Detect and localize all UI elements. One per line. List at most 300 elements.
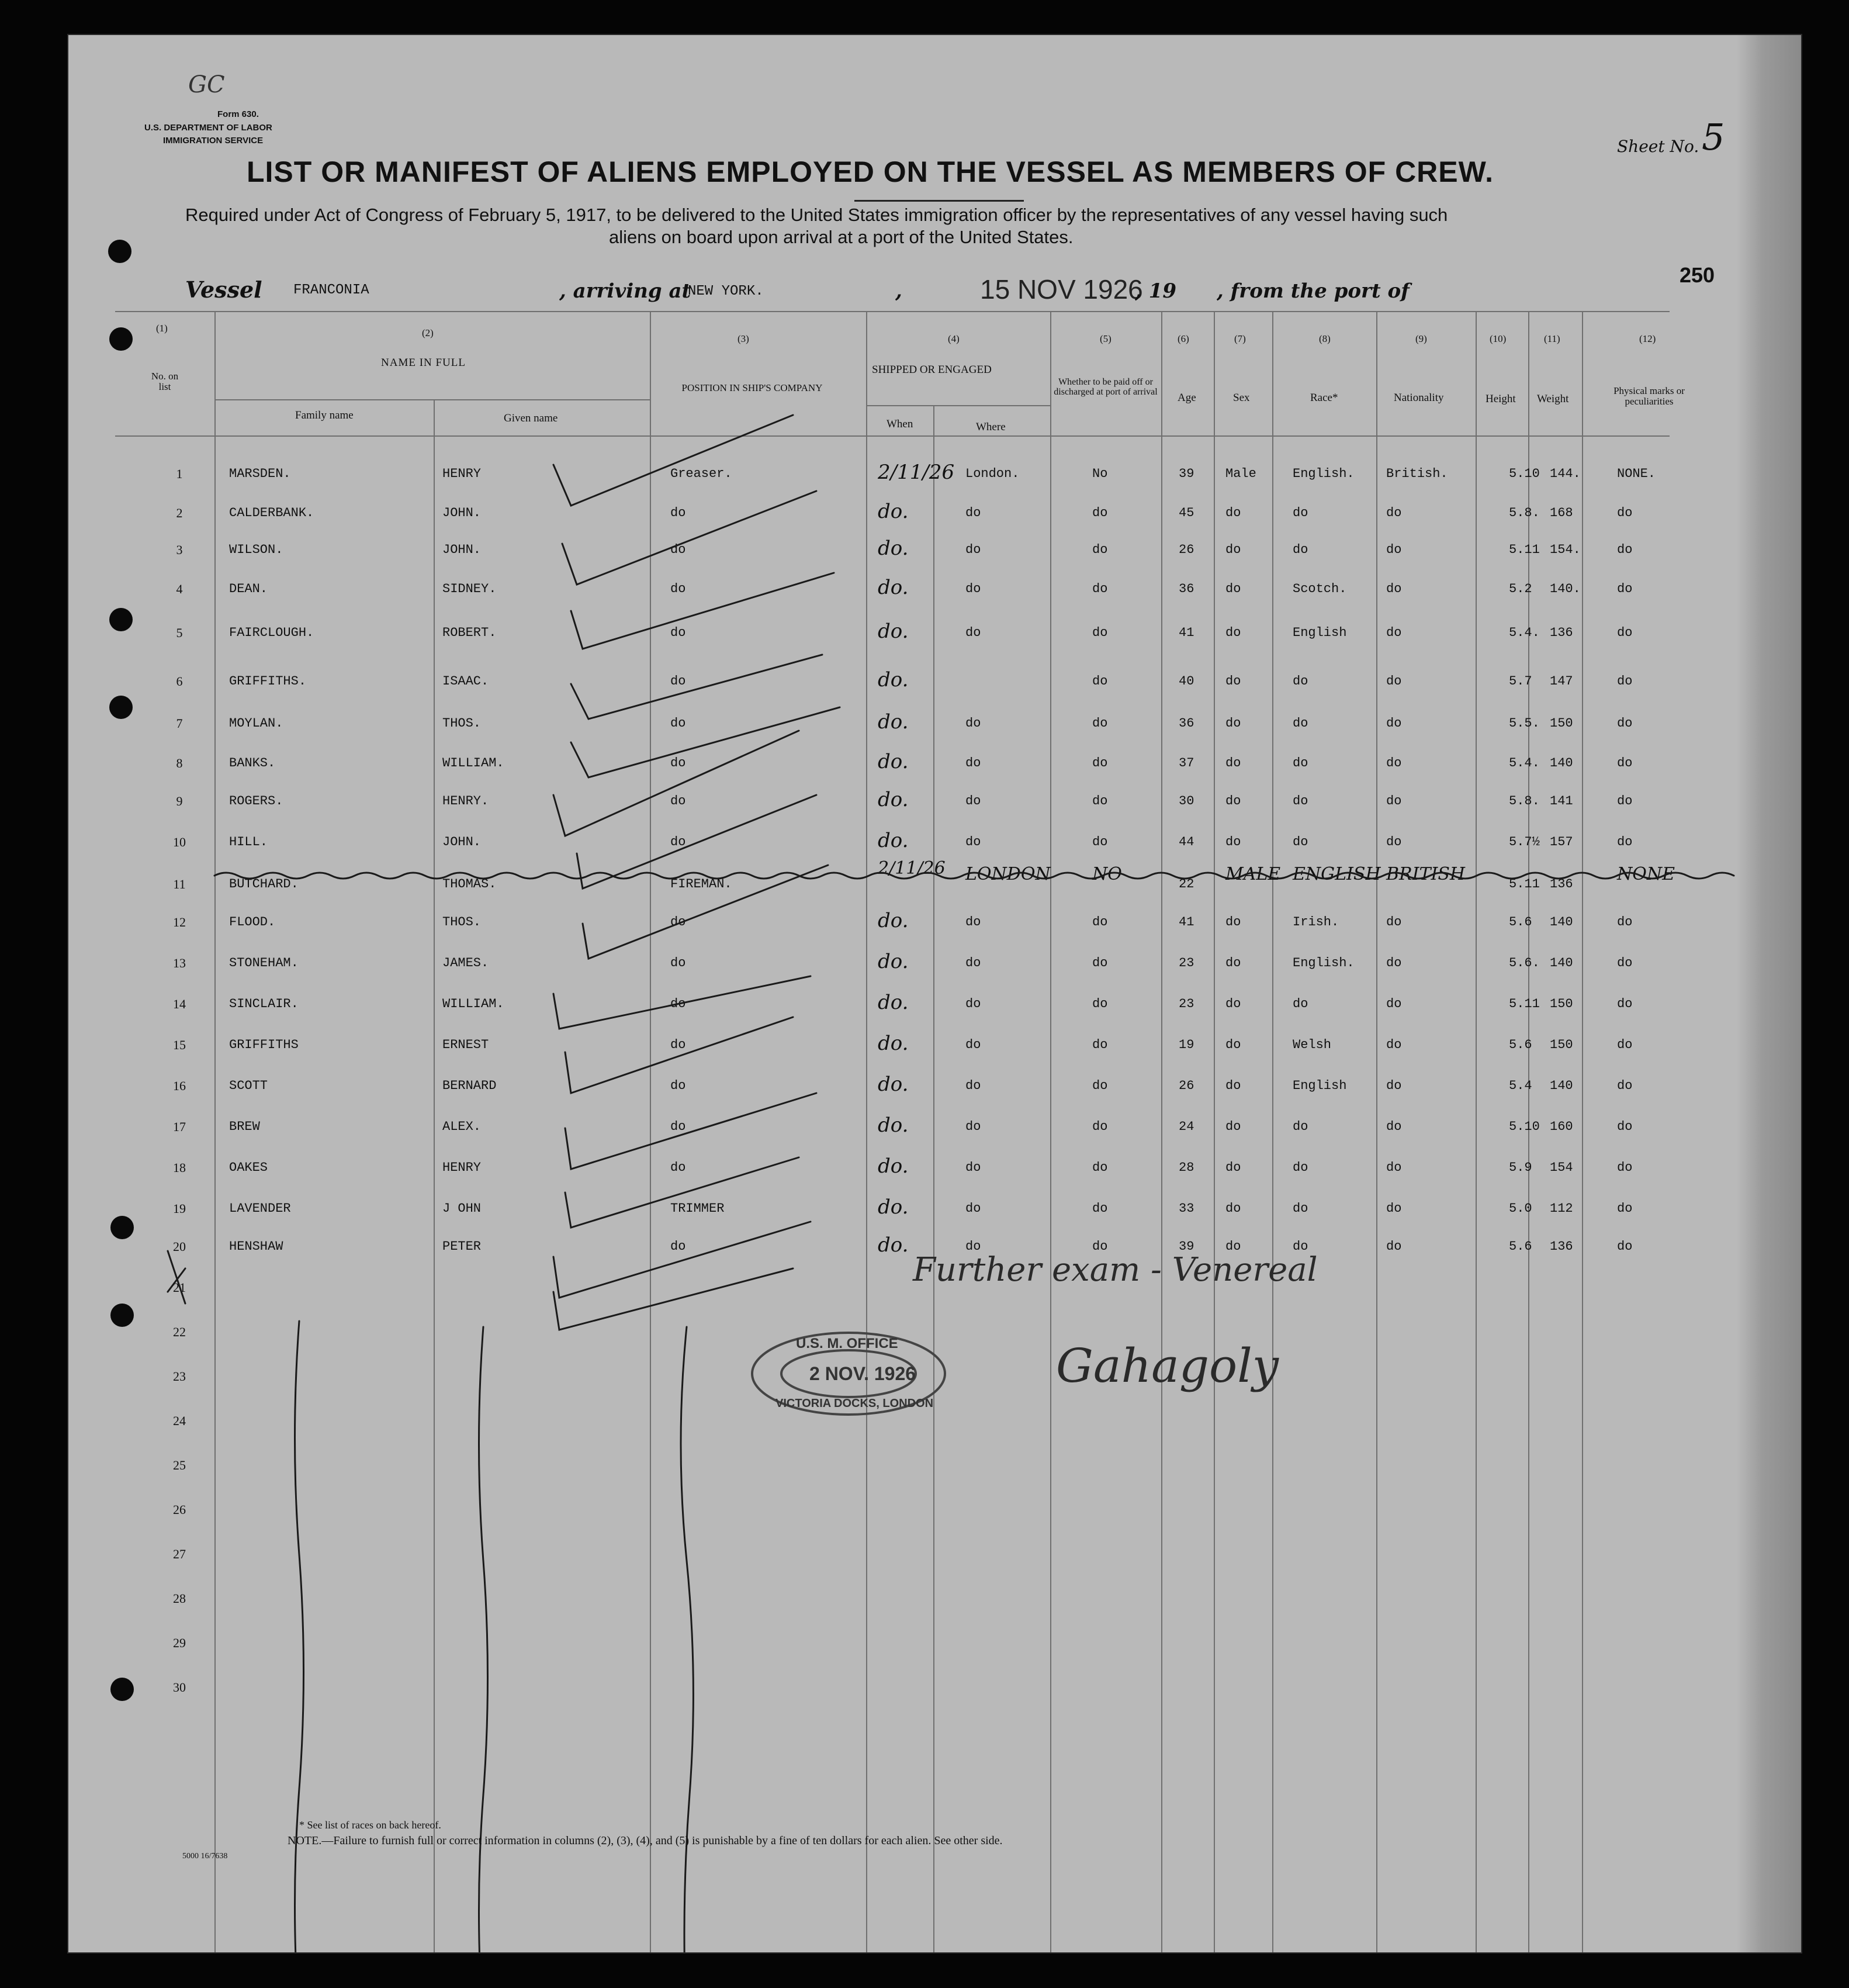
nationality: do <box>1386 794 1402 808</box>
nationality: do <box>1386 915 1402 929</box>
family-name: ROGERS. <box>229 794 283 808</box>
shipped-where: do <box>965 997 981 1011</box>
col-header-where: Where <box>976 421 1006 433</box>
nationality: do <box>1386 1119 1402 1134</box>
col-num: (2) <box>422 327 434 338</box>
physical-marks: do <box>1617 1119 1633 1134</box>
race: do <box>1293 1239 1308 1254</box>
family-name: FAIRCLOUGH. <box>229 625 314 640</box>
paid-off: do <box>1092 756 1108 770</box>
strike-line <box>214 873 1734 879</box>
weight: 140 <box>1550 915 1573 929</box>
position: TRIMMER <box>670 1201 725 1216</box>
sex: do <box>1225 716 1241 731</box>
position: do <box>670 1160 686 1175</box>
shipped-where: do <box>965 1078 981 1093</box>
col-num: (11) <box>1544 333 1560 344</box>
shipped-when: do. <box>878 1073 909 1096</box>
check-mark <box>571 573 834 649</box>
given-name: WILLIAM. <box>442 756 504 770</box>
nationality: do <box>1386 1239 1402 1254</box>
physical-marks: do <box>1617 582 1633 596</box>
row-number: 27 <box>173 1547 186 1561</box>
physical-marks: NONE. <box>1617 466 1656 481</box>
paid-off: do <box>1092 1160 1108 1175</box>
check-mark <box>565 1157 799 1228</box>
col-header-paid: Whether to be paid off or discharged at port of arrival <box>1054 377 1158 397</box>
given-name: SIDNEY. <box>442 582 497 596</box>
physical-marks: do <box>1617 915 1633 929</box>
cross-mark <box>168 1251 185 1304</box>
row-number: 6 <box>176 674 183 689</box>
physical-marks: do <box>1617 1201 1633 1216</box>
department-label: U.S. DEPARTMENT OF LABOR <box>144 123 272 133</box>
race: do <box>1293 1160 1308 1175</box>
shipped-when: do. <box>878 500 909 523</box>
family-name: BUTCHARD. <box>229 877 299 891</box>
given-name: ERNEST <box>442 1038 489 1052</box>
check-mark <box>562 491 816 585</box>
col-num: (3) <box>737 333 749 344</box>
shipped-where: do <box>965 756 981 770</box>
row-number: 7 <box>176 716 183 731</box>
physical-marks: do <box>1617 1160 1633 1175</box>
shipped-where: London. <box>965 466 1020 481</box>
height: 5.10 <box>1509 1119 1540 1134</box>
given-name: J OHN <box>442 1201 482 1216</box>
paid-off: do <box>1092 997 1108 1011</box>
age: 41 <box>1179 915 1194 929</box>
given-name: THOS. <box>442 915 482 929</box>
height: 5.5. <box>1509 716 1540 731</box>
paid-off: do <box>1092 794 1108 808</box>
shipped-where: do <box>965 1201 981 1216</box>
race: English <box>1293 1078 1347 1093</box>
nationality: do <box>1386 674 1402 689</box>
weight: 154 <box>1550 1160 1573 1175</box>
sex: do <box>1225 1038 1241 1052</box>
row-number: 12 <box>173 915 186 929</box>
position: do <box>670 835 686 849</box>
check-mark <box>583 865 828 959</box>
age: 23 <box>1179 956 1194 970</box>
check-mark <box>553 731 799 836</box>
given-name: THOS. <box>442 716 482 731</box>
row-number: 19 <box>173 1201 186 1216</box>
paid-off: do <box>1092 956 1108 970</box>
height: 5.8. <box>1509 506 1540 520</box>
shipped-when: do. <box>878 991 909 1014</box>
comma-sep: , <box>895 279 902 303</box>
row-number: 13 <box>173 956 186 970</box>
row-number: 26 <box>173 1502 186 1517</box>
shipped-where: do <box>965 956 981 970</box>
height: 5.6. <box>1509 956 1540 970</box>
age: 36 <box>1179 716 1194 731</box>
position: do <box>670 1239 686 1254</box>
physical-marks: do <box>1617 1239 1633 1254</box>
position: do <box>670 1119 686 1134</box>
sex: do <box>1225 956 1241 970</box>
row-number: 5 <box>176 625 183 640</box>
height: 5.7 <box>1509 674 1532 689</box>
col-num: (9) <box>1415 333 1427 344</box>
penalty-note: NOTE.—Failure to furnish full or correct information in columns (2), (3), (4), and (5) is punishable by a fine of ten dollars for each alien. See other side. <box>288 1834 1003 1847</box>
physical-marks: do <box>1617 1038 1633 1052</box>
given-name: HENRY. <box>442 794 489 808</box>
check-mark <box>553 415 793 506</box>
age: 44 <box>1179 835 1194 849</box>
nationality: do <box>1386 1038 1402 1052</box>
race: do <box>1293 506 1308 520</box>
weight: 150 <box>1550 997 1573 1011</box>
position: do <box>670 1078 686 1093</box>
given-name: THOMAS. <box>442 877 497 891</box>
col-num: (10) <box>1490 333 1507 344</box>
subtitle-line-2: aliens on board upon arrival at a port of the United States. <box>609 227 1074 247</box>
position: do <box>670 956 686 970</box>
row-number: 1 <box>176 466 183 481</box>
races-footnote: * See list of races on back hereof. <box>299 1819 441 1831</box>
height: 5.4. <box>1509 756 1540 770</box>
weight: 140 <box>1550 1078 1573 1093</box>
age: 39 <box>1179 1239 1194 1254</box>
paid-off: do <box>1092 674 1108 689</box>
position: do <box>670 1038 686 1052</box>
arriving-label: , arriving at <box>559 279 691 303</box>
row-number: 11 <box>173 877 186 891</box>
paid-off: do <box>1092 1201 1108 1216</box>
ditto-line <box>479 1327 489 1952</box>
race: English <box>1293 625 1347 640</box>
row-number: 21 <box>173 1280 186 1295</box>
height: 5.6 <box>1509 915 1532 929</box>
position: do <box>670 756 686 770</box>
age: 36 <box>1179 582 1194 596</box>
position: do <box>670 625 686 640</box>
sheet-label: Sheet No. <box>1617 137 1699 156</box>
col-header-name: NAME IN FULL <box>381 357 466 369</box>
height: 5.9 <box>1509 1160 1532 1175</box>
position: FIREMAN. <box>670 877 732 891</box>
shipped-where: do <box>965 794 981 808</box>
handwritten-marks <box>68 35 1801 1952</box>
family-name: HENSHAW <box>229 1239 283 1254</box>
row-number: 10 <box>173 835 186 849</box>
sex: do <box>1225 625 1241 640</box>
sheet-number: 5 <box>1702 116 1725 158</box>
race: do <box>1293 835 1308 849</box>
check-mark <box>565 1093 816 1169</box>
physical-marks: do <box>1617 956 1633 970</box>
vessel-name: FRANCONIA <box>293 282 369 298</box>
physical-marks: do <box>1617 625 1633 640</box>
col-num: (5) <box>1100 333 1112 344</box>
shipped-when: do. <box>878 1114 909 1137</box>
shipped-when: do. <box>878 829 909 852</box>
further-exam-note: Further exam - Venereal <box>913 1251 1318 1289</box>
nationality: do <box>1386 582 1402 596</box>
physical-marks: do <box>1617 1078 1633 1093</box>
col-header-race: Race* <box>1310 392 1338 404</box>
age: 33 <box>1179 1201 1194 1216</box>
height: 5.6 <box>1509 1038 1532 1052</box>
row-number: 14 <box>173 997 186 1011</box>
nationality: do <box>1386 716 1402 731</box>
weight: 150 <box>1550 1038 1573 1052</box>
height: 5.11 <box>1509 997 1540 1011</box>
nationality: do <box>1386 506 1402 520</box>
shipped-when: do. <box>878 1233 909 1257</box>
check-mark <box>571 707 840 777</box>
row-number: 29 <box>173 1636 186 1650</box>
col-num: (4) <box>948 333 960 344</box>
height: 5.6 <box>1509 1239 1532 1254</box>
row-number: 15 <box>173 1038 186 1052</box>
position: do <box>670 582 686 596</box>
stamp-date: 2 NOV. 1926 <box>809 1363 916 1384</box>
col-header-shipped: SHIPPED OR ENGAGED <box>872 364 992 376</box>
sex: do <box>1225 674 1241 689</box>
sex: do <box>1225 1201 1241 1216</box>
shipped-when: do. <box>878 710 909 734</box>
sex: do <box>1225 915 1241 929</box>
nationality: do <box>1386 835 1402 849</box>
height: 5.4 <box>1509 1078 1532 1093</box>
year-label: , 19 <box>1135 279 1176 303</box>
weight: 140 <box>1550 956 1573 970</box>
shipped-where: do <box>965 582 981 596</box>
col-header-weight: Weight <box>1537 393 1569 405</box>
paid-off: do <box>1092 506 1108 520</box>
race: do <box>1293 997 1308 1011</box>
sex: do <box>1225 997 1241 1011</box>
physical-marks: do <box>1617 835 1633 849</box>
given-name: HENRY <box>442 1160 482 1175</box>
family-name: SINCLAIR. <box>229 997 299 1011</box>
paid-off: do <box>1092 582 1108 596</box>
row-number: 28 <box>173 1591 186 1606</box>
given-name: JOHN. <box>442 506 482 520</box>
sex: do <box>1225 1119 1241 1134</box>
given-name: JOHN. <box>442 835 482 849</box>
family-name: STONEHAM. <box>229 956 299 970</box>
col-header-no: No. on list <box>151 371 179 392</box>
shipped-where: do <box>965 1119 981 1134</box>
col-num: (6) <box>1178 333 1189 344</box>
shipped-where: do <box>965 716 981 731</box>
shipped-where: do <box>965 506 981 520</box>
row-number: 3 <box>176 542 183 557</box>
col-num: (12) <box>1639 333 1656 344</box>
paid-off: do <box>1092 1038 1108 1052</box>
shipped-when: do. <box>878 788 909 811</box>
manifest-sheet <box>67 34 1802 1954</box>
height: 5.0 <box>1509 1201 1532 1216</box>
sex: do <box>1225 794 1241 808</box>
physical-marks: do <box>1617 674 1633 689</box>
race: ENGLISH <box>1293 864 1381 884</box>
nationality: do <box>1386 625 1402 640</box>
paid-off: do <box>1092 835 1108 849</box>
nationality: do <box>1386 1078 1402 1093</box>
row-number: 4 <box>176 582 183 596</box>
race: do <box>1293 756 1308 770</box>
family-name: WILSON. <box>229 542 283 557</box>
paid-off: No <box>1092 466 1108 481</box>
check-mark <box>553 976 811 1029</box>
race: do <box>1293 716 1308 731</box>
col-header-family: Family name <box>295 409 354 421</box>
race: do <box>1293 1119 1308 1134</box>
paid-off: do <box>1092 716 1108 731</box>
given-name: ROBERT. <box>442 625 497 640</box>
height: 5.10 <box>1509 466 1540 481</box>
family-name: MARSDEN. <box>229 466 291 481</box>
race: Welsh <box>1293 1038 1332 1052</box>
given-name: PETER <box>442 1239 482 1254</box>
shipped-when: do. <box>878 537 909 560</box>
nationality: do <box>1386 956 1402 970</box>
col-header-marks: Physical marks or peculiarities <box>1613 385 1685 407</box>
age: 26 <box>1179 542 1194 557</box>
physical-marks: do <box>1617 542 1633 557</box>
print-code: 5000 16/7638 <box>182 1852 228 1861</box>
race: do <box>1293 542 1308 557</box>
shipped-where: LONDON <box>965 864 1051 884</box>
sex: do <box>1225 1160 1241 1175</box>
weight: 168 <box>1550 506 1573 520</box>
stamp-text-docks: VICTORIA DOCKS, LONDON <box>775 1397 934 1410</box>
given-name: WILLIAM. <box>442 997 504 1011</box>
top-marks: GC <box>188 71 225 98</box>
row-number: 25 <box>173 1458 186 1472</box>
weight: 144. <box>1550 466 1581 481</box>
paid-off: do <box>1092 542 1108 557</box>
height: 5.2 <box>1509 582 1532 596</box>
shipped-when: do. <box>878 950 909 973</box>
given-name: HENRY <box>442 466 482 481</box>
physical-marks: do <box>1617 716 1633 731</box>
height: 5.11 <box>1509 877 1540 891</box>
weight: 136 <box>1550 625 1573 640</box>
age: 24 <box>1179 1119 1194 1134</box>
weight: 154. <box>1550 542 1581 557</box>
nationality: do <box>1386 542 1402 557</box>
shipped-where: do <box>965 1038 981 1052</box>
sex: do <box>1225 506 1241 520</box>
position: do <box>670 674 686 689</box>
height: 5.11 <box>1509 542 1540 557</box>
row-number: 17 <box>173 1119 186 1134</box>
family-name: MOYLAN. <box>229 716 283 731</box>
col-header-sex: Sex <box>1233 392 1250 404</box>
shipped-when: do. <box>878 668 909 692</box>
age: 22 <box>1179 877 1194 891</box>
service-label: IMMIGRATION SERVICE <box>163 136 264 146</box>
form-number: Form 630. <box>217 109 259 119</box>
given-name: ISAAC. <box>442 674 489 689</box>
shipped-when: 2/11/26 <box>878 461 955 484</box>
from-port-label: , from the port of <box>1217 279 1410 303</box>
paid-off: do <box>1092 1239 1108 1254</box>
col-header-height: Height <box>1486 393 1516 405</box>
col-header-age: Age <box>1178 392 1196 404</box>
row-number: 23 <box>173 1369 186 1384</box>
race: do <box>1293 794 1308 808</box>
nationality: British. <box>1386 466 1448 481</box>
nationality: do <box>1386 1201 1402 1216</box>
col-num: (8) <box>1319 333 1331 344</box>
col-header-when: When <box>887 418 913 430</box>
shipped-when: do. <box>878 750 909 773</box>
race: Scotch. <box>1293 582 1347 596</box>
shipped-where: do <box>965 1239 981 1254</box>
age: 28 <box>1179 1160 1194 1175</box>
row-number: 2 <box>176 506 183 520</box>
age: 41 <box>1179 625 1194 640</box>
arrival-port: NEW YORK. <box>688 283 764 299</box>
ditto-line <box>295 1321 304 1952</box>
vessel-label: Vessel <box>185 276 262 303</box>
paid-off: do <box>1092 1078 1108 1093</box>
col-num: (7) <box>1234 333 1246 344</box>
family-name: HILL. <box>229 835 268 849</box>
col-header-nationality: Nationality <box>1394 392 1444 404</box>
sex: do <box>1225 756 1241 770</box>
shipped-when: do. <box>878 576 909 599</box>
height: 5.8. <box>1509 794 1540 808</box>
given-name: JOHN. <box>442 542 482 557</box>
row-number: 16 <box>173 1078 186 1093</box>
sex: do <box>1225 1239 1241 1254</box>
nationality: do <box>1386 997 1402 1011</box>
family-name: BREW <box>229 1119 260 1134</box>
physical-marks: NONE <box>1617 864 1675 884</box>
row-number: 22 <box>173 1325 186 1339</box>
check-mark <box>553 1268 793 1330</box>
check-mark <box>565 1017 793 1093</box>
sex: Male <box>1225 466 1256 481</box>
nationality: do <box>1386 1160 1402 1175</box>
family-name: FLOOD. <box>229 915 276 929</box>
row-number: 8 <box>176 756 183 770</box>
page-title: LIST OR MANIFEST OF ALIENS EMPLOYED ON THE VESSEL AS MEMBERS OF CREW. <box>247 155 1494 188</box>
physical-marks: do <box>1617 794 1633 808</box>
weight: 141 <box>1550 794 1573 808</box>
paid-off: do <box>1092 915 1108 929</box>
weight: 136 <box>1550 877 1573 891</box>
col-header-position: POSITION IN SHIP'S COMPANY <box>681 382 823 393</box>
family-name: BANKS. <box>229 756 276 770</box>
position: do <box>670 506 686 520</box>
shipped-when: 2/11/26 <box>878 858 946 879</box>
given-name: BERNARD <box>442 1078 497 1093</box>
shipped-when: do. <box>878 1032 909 1055</box>
weight: 150 <box>1550 716 1573 731</box>
row-number: 24 <box>173 1413 186 1428</box>
shipped-where: do <box>965 1160 981 1175</box>
position: Greaser. <box>670 466 732 481</box>
family-name: LAVENDER <box>229 1201 291 1216</box>
nationality: BRITISH <box>1386 864 1466 884</box>
col-header-given: Given name <box>504 412 558 424</box>
row-number: 20 <box>173 1239 186 1254</box>
row-number: 18 <box>173 1160 186 1175</box>
row-number: 9 <box>176 794 183 808</box>
family-name: SCOTT <box>229 1078 268 1093</box>
shipped-when: do. <box>878 620 909 643</box>
